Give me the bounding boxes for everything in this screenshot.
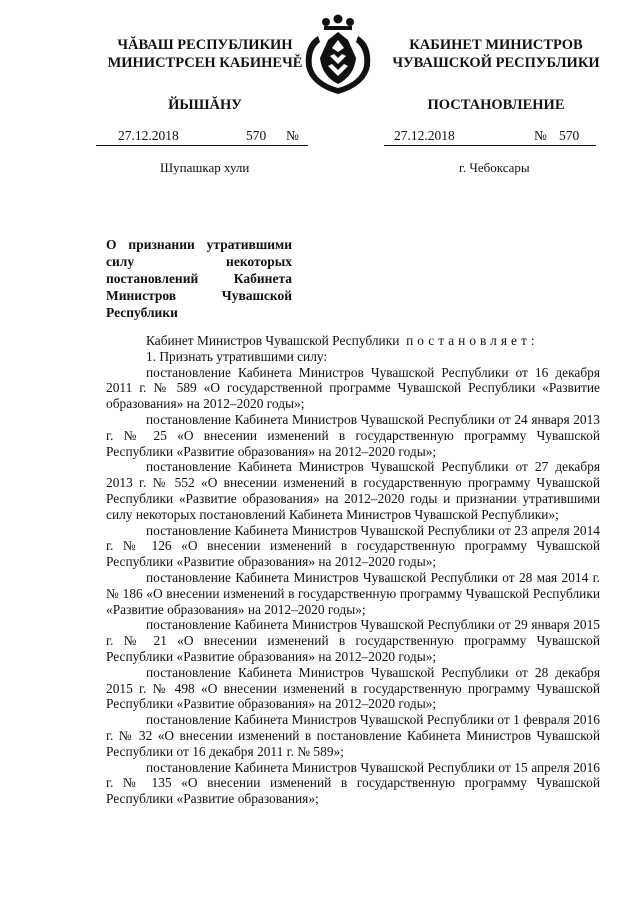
date-line-left bbox=[96, 128, 308, 146]
paragraph: постановление Кабинета Министров Чувашской Республики от 28 мая 2014 г. № 186 «О внесении изменений в государственную программу Чувашской Республики «Развитие образования» на 2012–2020 годы»; bbox=[106, 569, 600, 617]
paragraph: постановление Кабинета Министров Чувашской Республики от 29 января 2015 г. № 21 «О внесении изменений в государственную программу Чувашской Республики «Развитие образования» на 2012–2020 годы»; bbox=[106, 617, 600, 664]
header-left bbox=[100, 36, 310, 72]
number-sign-right: № bbox=[534, 128, 547, 143]
paragraph: постановление Кабинета Министров Чувашской Республики от 28 декабря 2015 г. № 498 «О внесении изменений в государственную программу Чувашской Республики «Развитие образования» на 2012–2020 годы»; bbox=[106, 664, 600, 712]
date-right: 27.12.2018 bbox=[394, 128, 455, 143]
paragraph: постановление Кабинета Министров Чувашской Республики от 16 декабря 2011 г. № 589 «О государственной программе Чувашской Республики «Развитие образования» на 2012–2020 годы»; bbox=[106, 364, 600, 412]
place-right: г. Чебоксары bbox=[459, 160, 530, 175]
document-body bbox=[106, 333, 600, 807]
number-sign-left: № bbox=[286, 128, 299, 143]
paragraph: постановление Кабинета Министров Чувашской Республики от 24 января 2013 г. № 25 «О внесении изменений в государственную программу Чувашской Республики «Развитие образования» на 2012–2020 годы»; bbox=[106, 411, 600, 459]
header-right bbox=[376, 36, 616, 72]
date-line-right bbox=[384, 128, 596, 146]
place-left: Шупашкар хули bbox=[160, 160, 250, 175]
paragraph: постановление Кабинета Министров Чувашской Республики от 15 апреля 2016 г. № 135 «О внесении изменений в государственную программу Чувашской Республики «Развитие образования»; bbox=[106, 759, 600, 807]
header-right-line1: КАБИНЕТ МИНИСТРОВ bbox=[409, 37, 583, 53]
coat-of-arms-emblem bbox=[298, 14, 378, 100]
header-left-title: ЙЫШĂНУ bbox=[168, 97, 242, 113]
header-right-line2: ЧУВАШСКОЙ РЕСПУБЛИКИ bbox=[392, 55, 600, 71]
paragraph: постановление Кабинета Министров Чувашской Республики от 23 апреля 2014 г. № 126 «О внесении изменений в государственную программу Чувашской Республики «Развитие образования» на 2012–2020 годы»; bbox=[106, 522, 600, 570]
paragraph: постановление Кабинета Министров Чувашской Республики от 1 февраля 2016 г. № 32 «О внесении изменений в постановление Кабинета Министров Чувашской Республики от 16 декабря 2011 г. № 589»; bbox=[106, 712, 600, 759]
header-right-title: ПОСТАНОВЛЕНИЕ bbox=[427, 97, 565, 113]
header-left-line2: МИНИСТРСЕН КАБИНЕЧĚ bbox=[107, 55, 303, 71]
number-left: 570 bbox=[246, 128, 267, 143]
paragraph: постановление Кабинета Министров Чувашской Республики от 27 декабря 2013 г. № 552 «О внесении изменений в государственную программу Чувашской Республики «Развитие образования» на 2012–2020 годы и признании утратившими силу некоторых постановлений Кабинета Министров Чувашской Республики»; bbox=[106, 459, 600, 522]
number-right: 570 bbox=[559, 128, 580, 143]
item-1: 1. Признать утратившими силу: bbox=[146, 348, 328, 364]
date-left: 27.12.2018 bbox=[118, 128, 179, 143]
intro-paragraph bbox=[106, 333, 600, 349]
intro-verb: постановляет: bbox=[406, 333, 539, 348]
header-left-line1: ЧĂВАШ РЕСПУБЛИКИН bbox=[117, 37, 293, 53]
document-subject: О признании утратившими силу некоторых постановлений Кабинета Министров Чувашской Республики bbox=[106, 237, 292, 320]
intro-text: Кабинет Министров Чувашской Республики bbox=[146, 333, 400, 348]
